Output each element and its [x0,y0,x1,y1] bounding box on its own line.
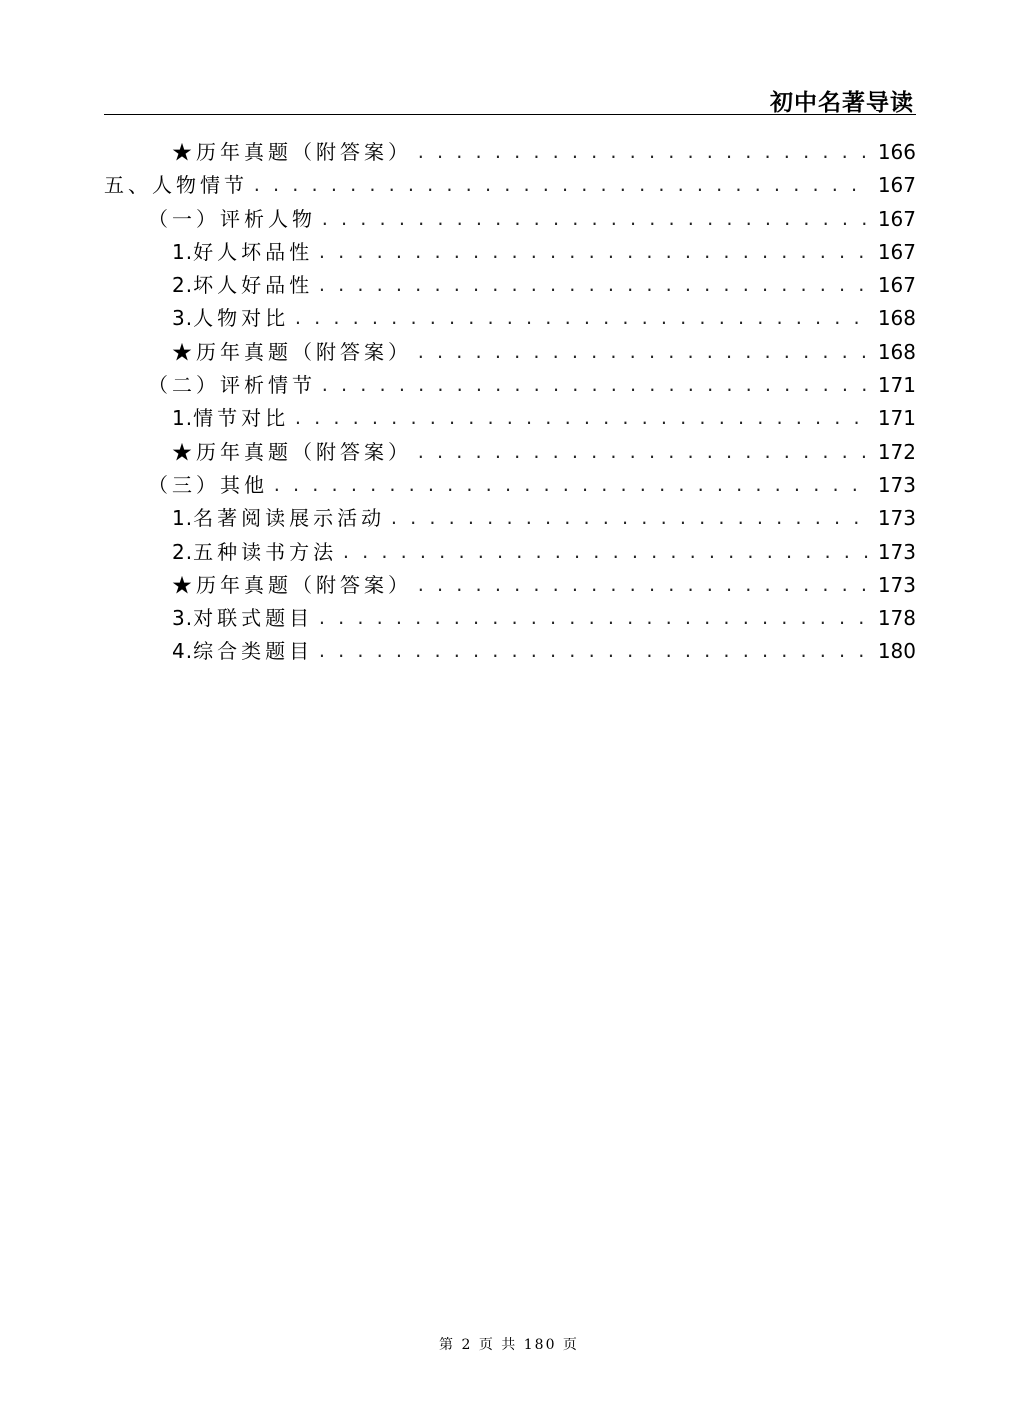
toc-entry-title [172,136,412,165]
toc-entry[interactable] [104,369,916,402]
toc-entry[interactable] [104,569,916,602]
dot-leader [293,309,872,328]
toc-entry-label: 好人坏品性 [193,239,314,264]
toc-entry-number: 2. [172,539,194,564]
dot-leader [320,210,872,229]
toc-entry-label: 五种读书方法 [193,539,338,564]
toc-entry-label: （一）评析人物 [148,206,316,231]
toc-entry-title [172,269,313,298]
toc-entry-label: 对联式题目 [193,606,314,631]
dot-leader [320,376,872,395]
table-of-contents [104,136,916,669]
dot-leader [317,276,872,295]
dot-leader [416,343,872,362]
toc-entry[interactable] [104,336,916,369]
toc-entry[interactable] [104,136,916,169]
dot-leader [416,576,872,595]
toc-entry-page-number: 178 [877,606,916,631]
toc-entry[interactable] [104,269,916,302]
toc-entry-title [172,402,289,431]
toc-entry-page-number: 173 [877,472,916,497]
toc-entry-number: 3. [172,306,194,331]
toc-entry-number: 2. [172,273,194,298]
dot-leader [293,409,872,428]
toc-entry-label: ★历年真题（附答案） [172,339,412,364]
toc-entry-label: 综合类题目 [193,639,314,664]
toc-entry-page-number: 172 [877,439,916,464]
toc-entry-label: 五、人物情节 [104,173,248,198]
toc-entry[interactable] [104,169,916,202]
toc-entry-page-number: 173 [877,506,916,531]
toc-entry-label: （二）评析情节 [148,373,316,398]
toc-entry-label: ★历年真题（附答案） [172,439,412,464]
dot-leader [317,243,872,262]
toc-entry-label: 人物对比 [193,306,290,331]
toc-entry-title [148,469,268,498]
running-header-title: 初中名著导读 [770,90,914,116]
toc-entry-label: 情节对比 [193,406,290,431]
toc-entry-number: 1. [172,406,194,431]
toc-entry[interactable] [104,236,916,269]
toc-entry-page-number: 166 [877,140,916,164]
toc-entry-title [104,169,248,198]
toc-entry-page-number: 168 [877,306,916,331]
toc-entry-page-number: 171 [877,406,916,431]
dot-leader [416,143,872,162]
toc-entry-page-number: 168 [877,339,916,364]
toc-entry[interactable] [104,602,916,635]
toc-entry-number: 1. [172,506,194,531]
toc-entry-label: ★历年真题（附答案） [172,140,412,164]
toc-entry-number: 1. [172,239,194,264]
toc-entry-title [172,302,289,331]
toc-entry-label: 坏人好品性 [193,273,314,298]
toc-entry[interactable] [104,302,916,335]
toc-entry-page-number: 171 [877,373,916,398]
toc-entry[interactable] [104,402,916,435]
toc-entry-page-number: 167 [877,273,916,298]
toc-entry-label: ★历年真题（附答案） [172,572,412,597]
toc-entry-title [172,536,337,565]
toc-entry-title [172,236,313,265]
header-divider [104,114,916,115]
toc-entry-title [172,569,412,598]
toc-entry-title [148,203,316,232]
toc-entry-page-number: 167 [877,173,916,198]
dot-leader [272,476,872,495]
toc-entry-number: 3. [172,606,194,631]
dot-leader [341,543,872,562]
dot-leader [416,443,872,462]
toc-entry-page-number: 180 [877,639,916,664]
dot-leader [389,509,872,528]
toc-entry-title [172,336,412,365]
toc-entry-title [148,369,316,398]
toc-entry-page-number: 173 [877,572,916,597]
dot-leader [317,642,872,661]
toc-entry-page-number: 167 [877,239,916,264]
toc-entry-label: （三）其他 [148,472,268,497]
toc-entry-title [172,502,385,531]
toc-entry[interactable] [104,635,916,668]
toc-entry[interactable] [104,536,916,569]
toc-entry-title [172,602,313,631]
toc-entry[interactable] [104,502,916,535]
toc-entry[interactable] [104,469,916,502]
toc-entry-number: 4. [172,639,194,664]
dot-leader [252,176,872,195]
toc-entry[interactable] [104,203,916,236]
toc-entry-title [172,436,412,465]
page-number-footer: 第 2 页 共 180 页 [439,1337,579,1353]
dot-leader [317,609,872,628]
toc-entry[interactable] [104,436,916,469]
toc-entry-page-number: 173 [877,539,916,564]
toc-entry-label: 名著阅读展示活动 [193,506,386,531]
toc-entry-title [172,635,313,664]
toc-entry-page-number: 167 [877,206,916,231]
